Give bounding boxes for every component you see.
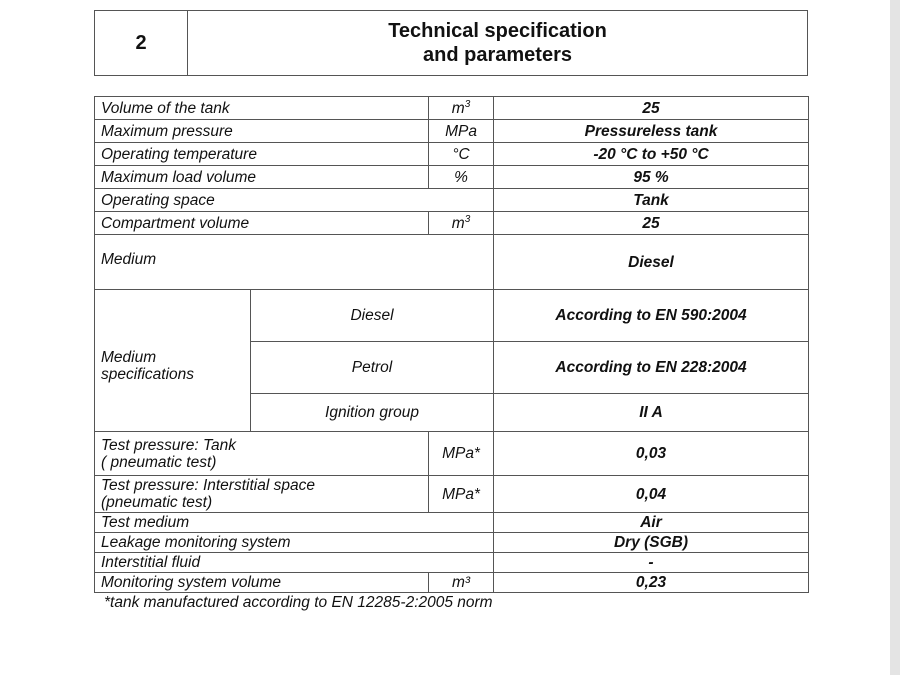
- test-pressure-tank-value: 0,03: [494, 432, 809, 476]
- section-title: [188, 11, 807, 75]
- test-pressure-tank-label: [95, 432, 429, 476]
- interstitial-fluid-value: -: [494, 553, 809, 573]
- compartment-volume-unit: $m^3$: [429, 212, 494, 235]
- volume-tank-value: 25: [494, 97, 809, 120]
- test-pressure-interstitial-unit: MPa*: [429, 476, 494, 513]
- section-title-line1: Technical specification: [388, 20, 607, 42]
- test-pressure-interstitial-label-line2: (pneumatic test): [101, 494, 213, 511]
- test-pressure-tank-unit: MPa*: [429, 432, 494, 476]
- max-load-label: Maximum load volume: [95, 166, 429, 189]
- medium-spec-ignition-name: Ignition group: [251, 394, 494, 432]
- spec-table: [94, 96, 809, 593]
- test-pressure-interstitial-label-line1: Test pressure: Interstitial space: [101, 477, 315, 494]
- operating-temp-label: Operating temperature: [95, 143, 429, 166]
- max-pressure-unit: MPa: [429, 120, 494, 143]
- leakage-monitoring-value: Dry (SGB): [494, 533, 809, 553]
- table-row: [95, 166, 809, 189]
- max-load-unit: %: [429, 166, 494, 189]
- section-title-line2: and parameters: [423, 44, 572, 66]
- test-pressure-interstitial-value: 0,04: [494, 476, 809, 513]
- test-pressure-interstitial-label: [95, 476, 429, 513]
- table-row: [95, 573, 809, 593]
- compartment-volume-value: 25: [494, 212, 809, 235]
- max-load-value: 95 %: [494, 166, 809, 189]
- table-row: [95, 476, 809, 513]
- table-row: [95, 533, 809, 553]
- operating-space-value: Tank: [494, 189, 809, 212]
- operating-space-label: Operating space: [95, 189, 494, 212]
- table-row: [95, 235, 809, 290]
- test-pressure-tank-label-line1: Test pressure: Tank: [101, 436, 236, 454]
- table-row: [95, 290, 809, 342]
- right-edge-strip: [890, 0, 900, 675]
- max-pressure-label: Maximum pressure: [95, 120, 429, 143]
- medium-label: Medium: [95, 235, 494, 290]
- table-row: [95, 97, 809, 120]
- compartment-volume-label: Compartment volume: [95, 212, 429, 235]
- table-row: [95, 513, 809, 533]
- table-row: [95, 120, 809, 143]
- table-row: [95, 189, 809, 212]
- test-medium-value: Air: [494, 513, 809, 533]
- section-number: 2: [95, 11, 188, 75]
- table-row: [95, 553, 809, 573]
- table-row: [95, 432, 809, 476]
- max-pressure-value: Pressureless tank: [494, 120, 809, 143]
- leakage-monitoring-label: Leakage monitoring system: [95, 533, 494, 553]
- medium-spec-diesel-name: Diesel: [251, 290, 494, 342]
- medium-value: Diesel: [494, 235, 809, 290]
- monitoring-volume-label: Monitoring system volume: [95, 573, 429, 593]
- medium-spec-label: Medium specifications: [95, 290, 251, 432]
- medium-spec-petrol-name: Petrol: [251, 342, 494, 394]
- operating-temp-unit: °C: [429, 143, 494, 166]
- medium-spec-diesel-value: According to EN 590:2004: [494, 290, 809, 342]
- section-header: [94, 10, 808, 76]
- volume-tank-label: Volume of the tank: [95, 97, 429, 120]
- footnote: *tank manufactured according to EN 12285-2:2005 norm: [104, 594, 493, 611]
- test-medium-label: Test medium: [95, 513, 494, 533]
- medium-spec-ignition-value: II A: [494, 394, 809, 432]
- test-pressure-tank-label-line2: ( pneumatic test): [101, 453, 217, 471]
- monitoring-volume-unit: m³: [429, 573, 494, 593]
- interstitial-fluid-label: Interstitial fluid: [95, 553, 494, 573]
- monitoring-volume-value: 0,23: [494, 573, 809, 593]
- volume-tank-unit: $m^3$: [429, 97, 494, 120]
- medium-spec-petrol-value: According to EN 228:2004: [494, 342, 809, 394]
- operating-temp-value: -20 °C to +50 °C: [494, 143, 809, 166]
- table-row: [95, 143, 809, 166]
- table-row: [95, 212, 809, 235]
